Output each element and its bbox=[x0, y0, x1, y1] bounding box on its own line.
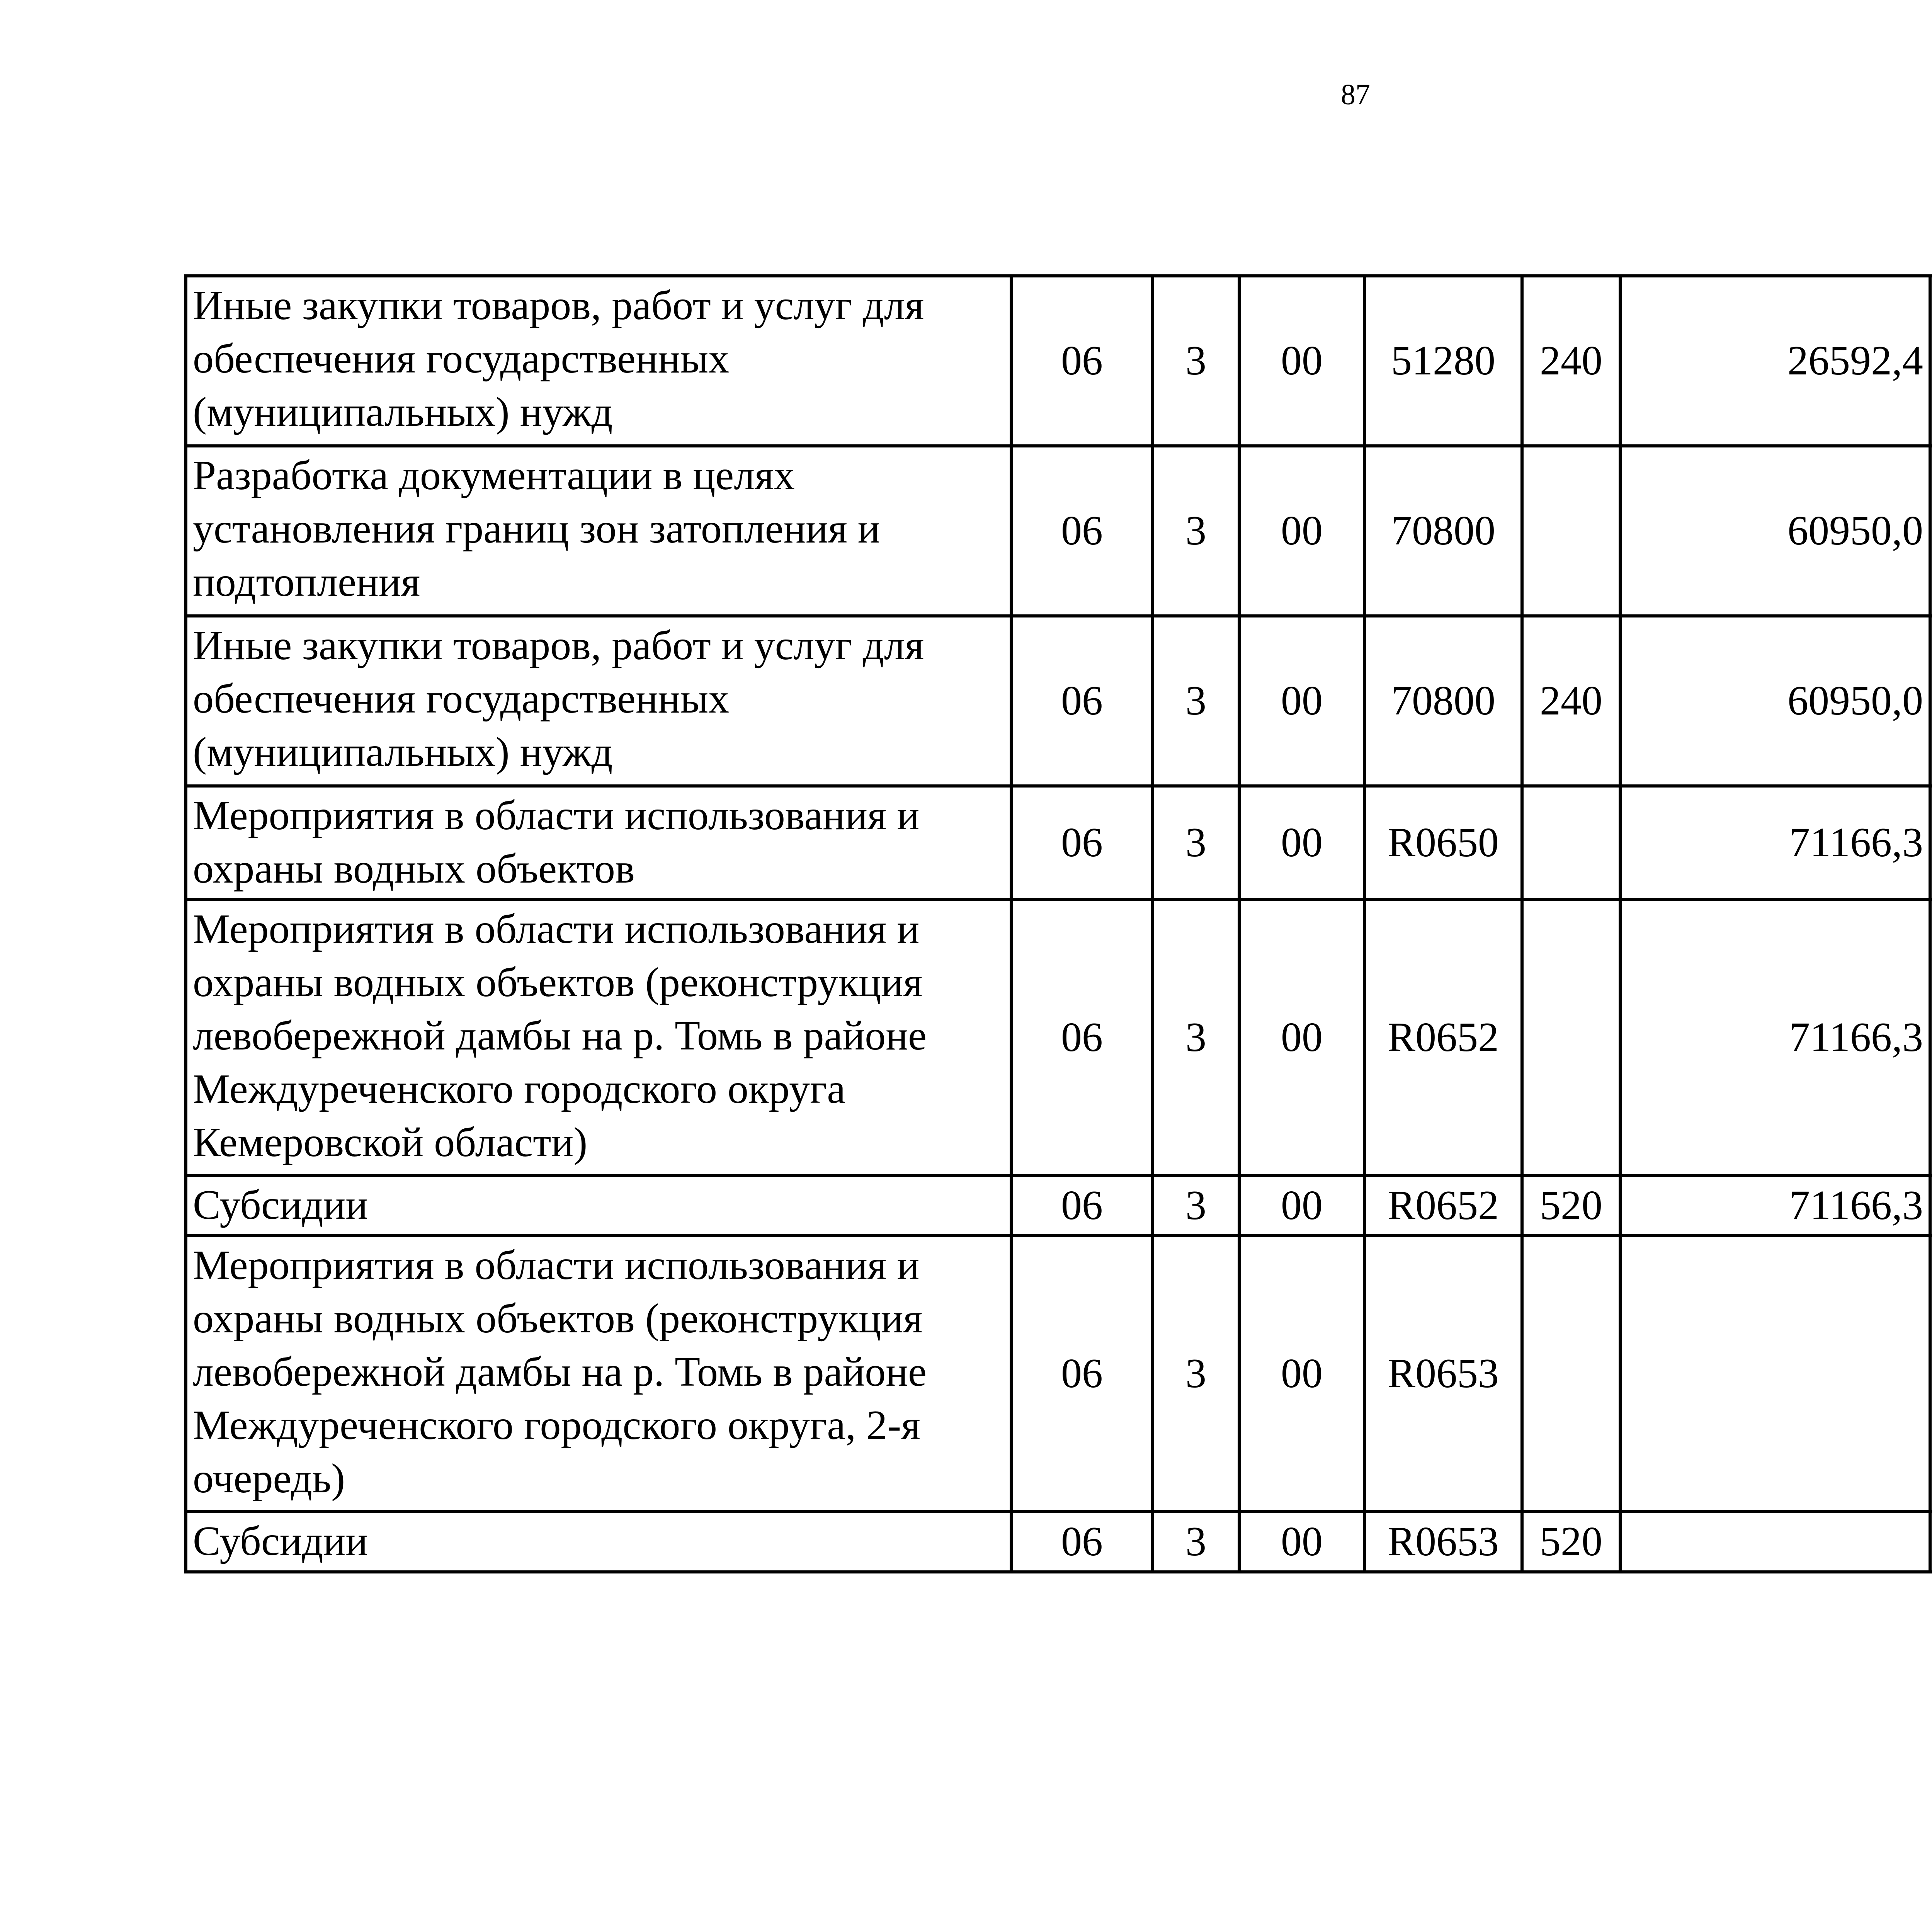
row-name: Мероприятия в области использования и охраны водных объектов (реконструкция левобережной дамбы на р. Томь в районе Междуреченского городского округа Кемеровской области) bbox=[186, 900, 1011, 1175]
expense-type-code bbox=[1522, 786, 1620, 900]
amount-year-2 bbox=[1930, 1512, 1932, 1572]
program-code: 00 bbox=[1239, 446, 1364, 616]
amount-year-2 bbox=[1930, 900, 1932, 1175]
expense-type-code bbox=[1522, 1236, 1620, 1512]
subsection-code: 3 bbox=[1153, 900, 1239, 1175]
amount-year-1 bbox=[1620, 1236, 1930, 1512]
expense-type-code: 520 bbox=[1522, 1512, 1620, 1572]
amount-year-1 bbox=[1620, 1512, 1930, 1572]
section-code: 06 bbox=[1011, 1512, 1153, 1572]
table-row bbox=[186, 1175, 1932, 1236]
amount-year-1: 60950,0 bbox=[1620, 446, 1930, 616]
amount-year-1: 71166,3 bbox=[1620, 900, 1930, 1175]
row-name: Субсидии bbox=[186, 1512, 1011, 1572]
row-name: Субсидии bbox=[186, 1175, 1011, 1236]
table-row bbox=[186, 786, 1932, 900]
section-code: 06 bbox=[1011, 616, 1153, 786]
amount-year-2 bbox=[1930, 1175, 1932, 1236]
section-code: 06 bbox=[1011, 1175, 1153, 1236]
table-row bbox=[186, 1512, 1932, 1572]
expense-type-code bbox=[1522, 900, 1620, 1175]
target-article-code: 70800 bbox=[1364, 616, 1522, 786]
subsection-code: 3 bbox=[1153, 1175, 1239, 1236]
program-code: 00 bbox=[1239, 276, 1364, 446]
section-code: 06 bbox=[1011, 1236, 1153, 1512]
program-code: 00 bbox=[1239, 786, 1364, 900]
table-row bbox=[186, 276, 1932, 446]
target-article-code: R0650 bbox=[1364, 786, 1522, 900]
expense-type-code bbox=[1522, 446, 1620, 616]
target-article-code: 51280 bbox=[1364, 276, 1522, 446]
subsection-code: 3 bbox=[1153, 786, 1239, 900]
amount-year-2 bbox=[1930, 276, 1932, 446]
row-name: Иные закупки товаров, работ и услуг для обеспечения государственных (муниципальных) нужд bbox=[186, 276, 1011, 446]
program-code: 00 bbox=[1239, 900, 1364, 1175]
subsection-code: 3 bbox=[1153, 446, 1239, 616]
amount-year-1: 71166,3 bbox=[1620, 786, 1930, 900]
amount-year-2 bbox=[1930, 616, 1932, 786]
section-code: 06 bbox=[1011, 446, 1153, 616]
program-code: 00 bbox=[1239, 1512, 1364, 1572]
table-row bbox=[186, 1236, 1932, 1512]
table-row bbox=[186, 616, 1932, 786]
budget-table bbox=[184, 274, 1932, 1573]
section-code: 06 bbox=[1011, 276, 1153, 446]
target-article-code: R0653 bbox=[1364, 1236, 1522, 1512]
target-article-code: R0652 bbox=[1364, 900, 1522, 1175]
amount-year-2 bbox=[1930, 1236, 1932, 1512]
subsection-code: 3 bbox=[1153, 276, 1239, 446]
table-row bbox=[186, 446, 1932, 616]
row-name: Иные закупки товаров, работ и услуг для обеспечения государственных (муниципальных) нужд bbox=[186, 616, 1011, 786]
expense-type-code: 240 bbox=[1522, 616, 1620, 786]
amount-year-1: 71166,3 bbox=[1620, 1175, 1930, 1236]
page-number: 87 bbox=[1341, 78, 1370, 111]
table-row bbox=[186, 900, 1932, 1175]
target-article-code: 70800 bbox=[1364, 446, 1522, 616]
subsection-code: 3 bbox=[1153, 1236, 1239, 1512]
amount-year-1: 60950,0 bbox=[1620, 616, 1930, 786]
expense-type-code: 240 bbox=[1522, 276, 1620, 446]
subsection-code: 3 bbox=[1153, 1512, 1239, 1572]
table-body bbox=[186, 276, 1932, 1572]
program-code: 00 bbox=[1239, 1175, 1364, 1236]
row-name: Мероприятия в области использования и охраны водных объектов (реконструкция левобережной дамбы на р. Томь в районе Междуреченского городского округа, 2-я очередь) bbox=[186, 1236, 1011, 1512]
section-code: 06 bbox=[1011, 786, 1153, 900]
program-code: 00 bbox=[1239, 616, 1364, 786]
target-article-code: R0652 bbox=[1364, 1175, 1522, 1236]
amount-year-2 bbox=[1930, 786, 1932, 900]
program-code: 00 bbox=[1239, 1236, 1364, 1512]
amount-year-2 bbox=[1930, 446, 1932, 616]
row-name: Мероприятия в области использования и охраны водных объектов bbox=[186, 786, 1011, 900]
expense-type-code: 520 bbox=[1522, 1175, 1620, 1236]
section-code: 06 bbox=[1011, 900, 1153, 1175]
amount-year-1: 26592,4 bbox=[1620, 276, 1930, 446]
row-name: Разработка документации в целях установления границ зон затопления и подтопления bbox=[186, 446, 1011, 616]
subsection-code: 3 bbox=[1153, 616, 1239, 786]
target-article-code: R0653 bbox=[1364, 1512, 1522, 1572]
